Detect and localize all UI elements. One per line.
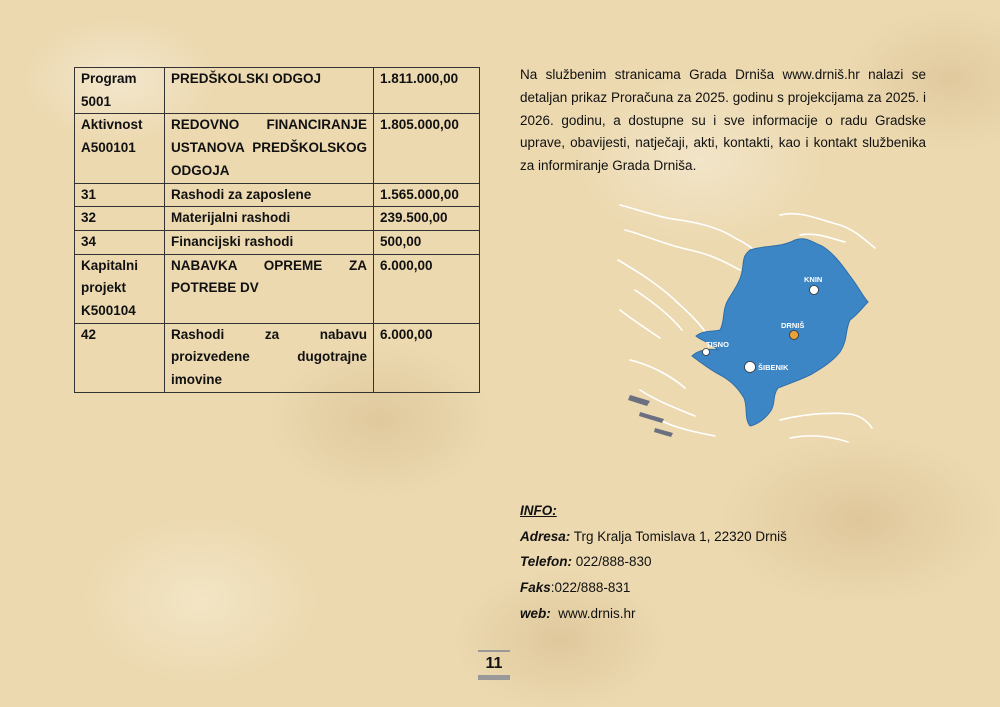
- address-value: Trg Kralja Tomislava 1, 22320 Drniš: [570, 528, 787, 544]
- table-row: [75, 114, 480, 183]
- knin-label: KNIN: [804, 275, 823, 284]
- row-code: 31: [75, 183, 165, 207]
- fax-label: Faks: [520, 580, 551, 596]
- row-amount: 6.000,00: [374, 323, 480, 392]
- row-amount: 1.811.000,00: [374, 68, 480, 114]
- web-link[interactable]: www.drnis.hr: [550, 605, 636, 621]
- drnis-marker: [790, 331, 799, 340]
- fax-row: [520, 575, 940, 601]
- web-row: [520, 601, 940, 627]
- table-row: [75, 207, 480, 231]
- sibenik-label: ŠIBENIK: [758, 363, 789, 372]
- row-amount: 1.565.000,00: [374, 183, 480, 207]
- phone-row: [520, 549, 940, 575]
- tisno-marker: [703, 349, 710, 356]
- row-name: PREDŠKOLSKI ODGOJ: [165, 68, 374, 114]
- row-name: REDOVNO FINANCIRANJE USTANOVA PREDŠKOLSKOG ODGOJA: [165, 114, 374, 183]
- row-code: Program 5001: [75, 68, 165, 114]
- table-row: [75, 68, 480, 114]
- row-code: Kapitalni projekt K500104: [75, 254, 165, 323]
- address-row: [520, 524, 940, 550]
- address-label: Adresa:: [520, 528, 571, 544]
- intro-paragraph: Na službenim stranicama Grada Drniša www.drniš.hr nalazi se detaljan prikaz Proračuna za 2025. godinu s projekcijama za 2025. i 2026. godinu, a dostupne su i sve informacije o radu Gradske uprave, obavijesti, natječaji, akti, kontakti, kao i kontakt službenika za informiranje Grada Drniša.: [520, 67, 926, 174]
- table-row: [75, 230, 480, 254]
- row-amount: 500,00: [374, 230, 480, 254]
- info-title: INFO:: [520, 503, 557, 518]
- web-label: web:: [520, 605, 551, 621]
- table-row: [75, 254, 480, 323]
- row-name: Financijski rashodi: [165, 230, 374, 254]
- row-code: 42: [75, 323, 165, 392]
- knin-marker: [810, 286, 819, 295]
- table-row: [75, 183, 480, 207]
- budget-table: [74, 67, 480, 393]
- phone-label: Telefon:: [520, 554, 572, 570]
- row-code: 32: [75, 207, 165, 231]
- row-name: Materijalni rashodi: [165, 207, 374, 231]
- row-amount: 1.805.000,00: [374, 114, 480, 183]
- row-amount: 239.500,00: [374, 207, 480, 231]
- tisno-label: TISNO: [706, 340, 729, 349]
- drnis-label: DRNIŠ: [781, 321, 805, 330]
- info-block: [520, 498, 940, 626]
- info-title-row: [520, 498, 940, 524]
- row-amount: 6.000,00: [374, 254, 480, 323]
- fax-value: :022/888-831: [550, 580, 631, 596]
- table-row: [75, 323, 480, 392]
- county-region: [692, 239, 868, 426]
- row-code: 34: [75, 230, 165, 254]
- row-name: Rashodi za zaposlene: [165, 183, 374, 207]
- sibenik-marker: [745, 362, 756, 373]
- islands: [628, 395, 673, 437]
- county-map: [600, 190, 890, 465]
- row-name: Rashodi za nabavu proizvedene dugotrajne imovine: [165, 323, 374, 392]
- page-number-text: 11: [485, 655, 503, 672]
- phone-value: 022/888-830: [572, 554, 652, 570]
- row-name: NABAVKA OPREME ZA POTREBE DV: [165, 254, 374, 323]
- page-number-bar: [478, 675, 510, 680]
- page-number: [478, 650, 510, 674]
- row-code: Aktivnost A500101: [75, 114, 165, 183]
